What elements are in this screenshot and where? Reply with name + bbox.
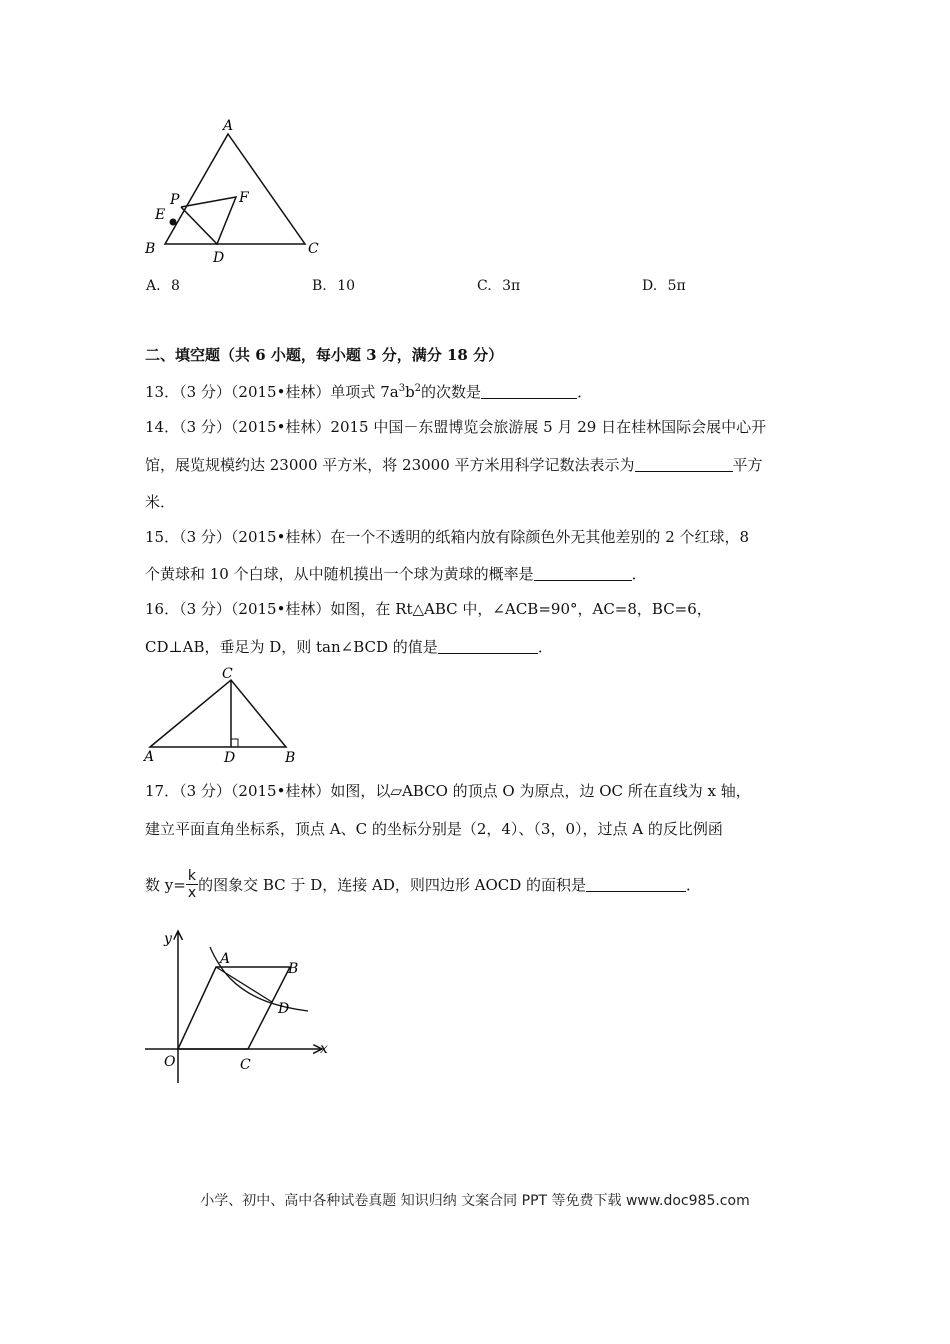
q14-line2-pre: 馆，展览规模约达 23000 平方米，将 23000 平方米用科学记数法表示为 (145, 456, 635, 474)
option-d-letter: D. (642, 278, 658, 294)
triangle-pdf (181, 197, 236, 244)
figure-coordinate-plane (140, 925, 340, 1087)
label-c: C (308, 241, 319, 257)
option-b-letter: B. (312, 278, 327, 294)
option-a-letter: A. (146, 278, 161, 294)
segment-ad (216, 967, 272, 1002)
label-a: A (223, 118, 234, 134)
label-c-2: C (222, 666, 233, 682)
triangle-abc (165, 134, 305, 244)
label-d: D (213, 250, 225, 266)
label-y: y (164, 931, 172, 947)
question-13 (145, 381, 592, 402)
label-b-2: B (285, 750, 296, 766)
question-15-line-1: 15．（3 分）（2015•桂林）在一个不透明的纸箱内放有除颜色外无其他差别的 2 个红球，8 (145, 528, 750, 546)
label-x: x (320, 1041, 328, 1057)
q13-exponent-a: 3 (398, 383, 406, 394)
question-17-line-1: 17．（3 分）（2015•桂林）如图，以▱ABCO 的顶点 O 为原点，边 OC 所在直线为 x 轴， (145, 782, 751, 800)
figure-triangle-abc-pdf (140, 112, 340, 267)
option-a[interactable] (146, 278, 180, 294)
option-c[interactable] (477, 278, 520, 294)
label-b: B (145, 241, 156, 257)
option-d-value: 5π (667, 278, 686, 294)
q14-line2-post: 平方 (732, 456, 763, 474)
q16-line2-post: ． (537, 638, 553, 656)
point-e (170, 219, 177, 226)
option-b[interactable] (312, 278, 355, 294)
q15-answer-blank[interactable] (534, 566, 632, 581)
q16-answer-blank[interactable] (438, 639, 538, 654)
fraction-numerator: k (186, 868, 198, 885)
question-14-line-3: 米． (145, 493, 176, 511)
label-d-3: D (278, 1001, 290, 1017)
q13-mid: b (405, 383, 415, 401)
question-14-line-2 (145, 454, 763, 475)
question-16-line-1: 16．（3 分）（2015•桂林）如图，在 Rt△ABC 中，∠ACB=90°，AC=8，BC=6， (145, 600, 712, 618)
q13-exponent-b: 2 (414, 383, 422, 394)
question-17-line-3 (145, 868, 701, 901)
page-footer: 小学、初中、高中各种试卷真题 知识归纳 文案合同 PPT 等免费下载 www.doc985.com (200, 1193, 750, 1209)
q13-prefix: 13．（3 分）（2015•桂林）单项式 7a (145, 383, 399, 401)
option-a-value: 8 (171, 278, 180, 294)
q15-line2-post: ． (631, 565, 647, 583)
q16-line2-pre: CD⊥AB，垂足为 D，则 tan∠BCD 的值是 (145, 638, 438, 656)
q17-line3-end: ． (686, 876, 702, 894)
q17-answer-blank[interactable] (586, 877, 686, 892)
parallelogram-abco (178, 967, 290, 1049)
label-o: O (164, 1054, 176, 1070)
q13-answer-blank[interactable] (481, 384, 577, 399)
label-a-2: A (144, 749, 155, 765)
label-a-3: A (220, 951, 231, 967)
section-heading: 二、填空题（共 6 小题，每小题 3 分，满分 18 分） (145, 346, 504, 364)
option-c-letter: C. (477, 278, 492, 294)
fraction-denominator: x (187, 885, 197, 901)
fraction-k-over-x (186, 868, 198, 901)
question-17-line-2: 建立平面直角坐标系，顶点 A、C 的坐标分别是（2，4）、（3，0），过点 A 的反比例函 (145, 820, 723, 838)
label-c-3: C (240, 1057, 251, 1073)
label-d-2: D (224, 750, 236, 766)
label-p: P (170, 192, 180, 208)
q13-end: ． (577, 383, 593, 401)
option-d[interactable] (642, 278, 686, 294)
q13-suffix: 的次数是 (421, 383, 482, 401)
q17-line3-post: 的图象交 BC 于 D，连接 AD，则四边形 AOCD 的面积是 (198, 876, 587, 894)
option-b-value: 10 (337, 278, 356, 294)
question-16-line-2 (145, 636, 553, 657)
q17-line3-pre: 数 y= (145, 876, 186, 894)
label-e: E (155, 207, 166, 223)
q15-line2-pre: 个黄球和 10 个白球，从中随机摸出一个球为黄球的概率是 (145, 565, 534, 583)
question-15-line-2 (145, 563, 647, 584)
label-f: F (239, 190, 249, 206)
question-14-line-1: 14．（3 分）（2015•桂林）2015 中国－东盟博览会旅游展 5 月 29 日在桂林国际会展中心开 (145, 418, 767, 436)
q14-answer-blank[interactable] (635, 457, 733, 472)
right-angle-mark (231, 739, 238, 747)
label-b-3: B (288, 961, 299, 977)
option-c-value: 3π (502, 278, 521, 294)
triangle-abc-right (150, 680, 286, 747)
figure-right-triangle-abc (140, 665, 310, 769)
